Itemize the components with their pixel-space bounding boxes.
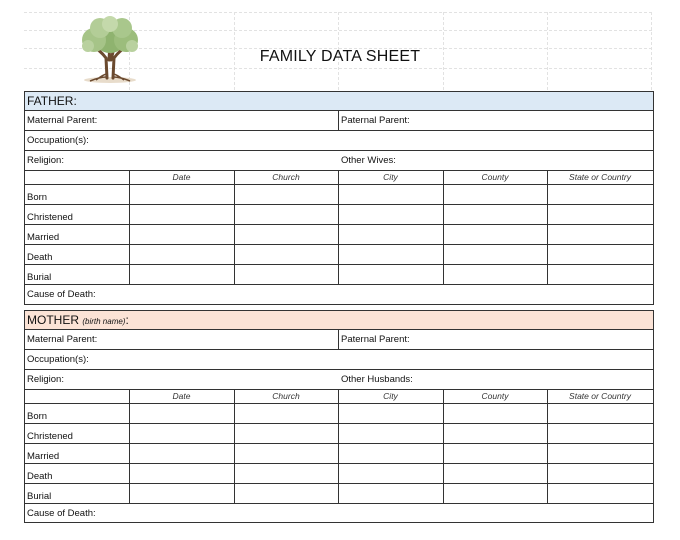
father-occupation-row[interactable] (25, 131, 653, 151)
father-religion-row[interactable] (25, 151, 653, 171)
mother-section (24, 310, 654, 523)
mother-religion: Religion: (27, 374, 64, 385)
mother-header-colon: : (125, 313, 129, 327)
col-church: Church (272, 172, 300, 182)
mother-occupation: Occupation(s): (27, 354, 89, 365)
event-label: Born (27, 411, 48, 422)
father-parents-row[interactable] (25, 111, 653, 131)
mother-occupation-row[interactable] (25, 350, 653, 370)
father-column-headers (25, 171, 653, 185)
father-other-wives: Other Wives: (341, 155, 396, 166)
col-date: Date (172, 391, 191, 401)
mother-event-row[interactable] (25, 464, 653, 484)
father-section (24, 91, 654, 305)
mother-paternal-parent: Paternal Parent: (341, 334, 410, 345)
mother-cause-of-death-row[interactable] (25, 504, 653, 522)
mother-event-row[interactable] (25, 404, 653, 424)
event-label: Death (27, 471, 53, 482)
father-event-row[interactable] (25, 225, 653, 245)
father-cause-of-death: Cause of Death: (27, 289, 96, 300)
col-state-or-country: State or Country (569, 391, 631, 401)
mother-religion-row[interactable] (25, 370, 653, 390)
col-city: City (383, 391, 398, 401)
mother-header-label: MOTHER (27, 313, 79, 327)
mother-cause-of-death: Cause of Death: (27, 508, 96, 519)
father-header (25, 92, 653, 111)
col-city: City (383, 172, 398, 182)
event-label: Christened (27, 431, 73, 442)
event-label: Married (27, 232, 60, 243)
event-label: Burial (27, 491, 52, 502)
mother-event-row[interactable] (25, 484, 653, 504)
mother-event-row[interactable] (25, 444, 653, 464)
father-event-row[interactable] (25, 205, 653, 225)
father-paternal-parent: Paternal Parent: (341, 115, 410, 126)
col-county: County (481, 391, 509, 401)
mother-maternal-parent: Maternal Parent: (27, 334, 98, 345)
mother-event-row[interactable] (25, 424, 653, 444)
col-county: County (481, 172, 509, 182)
father-event-row[interactable] (25, 265, 653, 285)
father-event-row[interactable] (25, 245, 653, 265)
mother-header-sub: (birth name) (82, 317, 126, 326)
event-label: Burial (27, 272, 52, 283)
mother-header (25, 311, 653, 330)
father-event-row[interactable] (25, 185, 653, 205)
event-label: Christened (27, 212, 73, 223)
event-label: Married (27, 451, 60, 462)
col-state-or-country: State or Country (569, 172, 631, 182)
event-label: Death (27, 252, 53, 263)
col-church: Church (272, 391, 300, 401)
father-maternal-parent: Maternal Parent: (27, 115, 98, 126)
father-religion: Religion: (27, 155, 64, 166)
mother-other-husbands: Other Husbands: (341, 374, 413, 385)
event-label: Born (27, 192, 48, 203)
mother-column-headers (25, 390, 653, 404)
col-date: Date (172, 172, 191, 182)
father-header-label: FATHER: (27, 94, 77, 108)
father-occupation: Occupation(s): (27, 135, 89, 146)
father-cause-of-death-row[interactable] (25, 285, 653, 304)
mother-parents-row[interactable] (25, 330, 653, 350)
page-title: FAMILY DATA SHEET (259, 48, 421, 65)
